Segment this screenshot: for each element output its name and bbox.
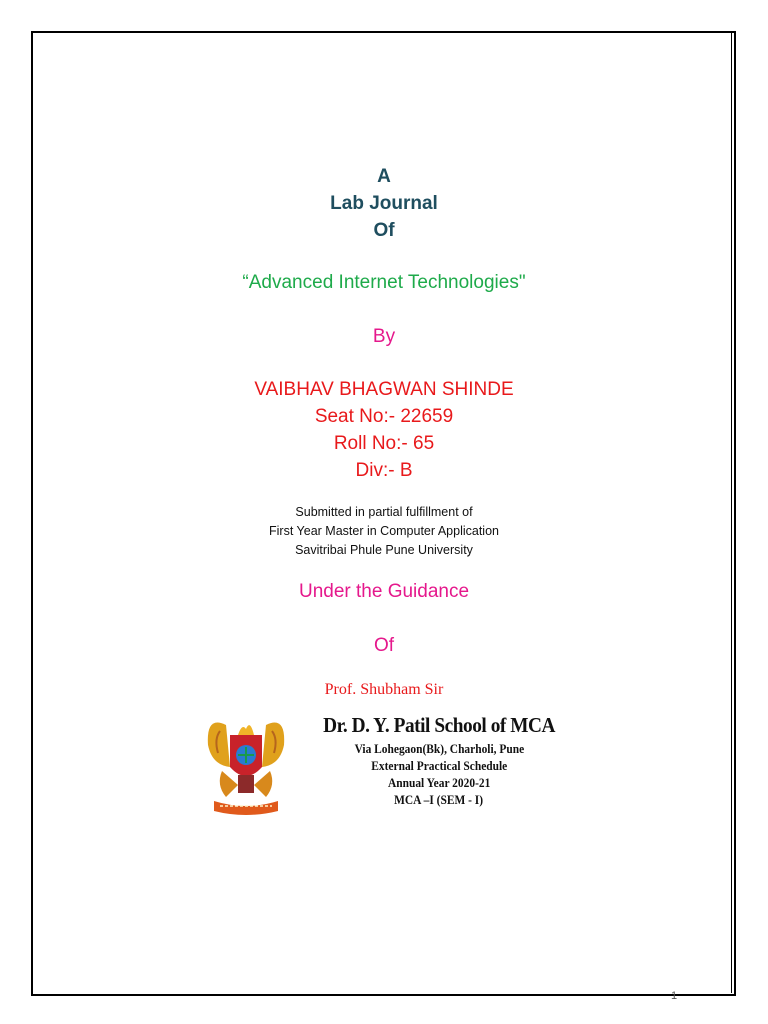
- submission-line-2: First Year Master in Computer Application: [269, 524, 499, 538]
- roll-number: Roll No:- 65: [333, 433, 435, 454]
- division: Div:- B: [355, 460, 413, 481]
- guide-name: Prof. Shubham Sir: [324, 681, 444, 698]
- student-name: VAIBHAV BHAGWAN SHINDE: [254, 379, 514, 400]
- college-name: Dr. D. Y. Patil School of MCA: [323, 713, 555, 737]
- footer-rule: [31, 995, 736, 996]
- title-of: Of: [373, 220, 395, 241]
- schedule-label: External Practical Schedule: [371, 758, 507, 773]
- submission-line-1: Submitted in partial fulfillment of: [295, 505, 473, 519]
- college-banner: [186, 705, 572, 819]
- title-lab-journal: Lab Journal: [330, 193, 438, 214]
- guidance-of: Of: [373, 635, 395, 656]
- page-number: 1: [670, 990, 678, 1002]
- college-emblem-icon: [186, 705, 306, 819]
- course-name: MCA –I (SEM - I): [394, 792, 484, 807]
- subject-title: “Advanced Internet Technologies": [242, 272, 526, 293]
- seat-number: Seat No:- 22659: [314, 406, 454, 427]
- title-a: A: [377, 166, 391, 187]
- college-address: Via Lohegaon(Bk), Charholi, Pune: [354, 741, 524, 756]
- submission-line-3: Savitribai Phule Pune University: [295, 543, 473, 557]
- guidance-label: Under the Guidance: [298, 581, 470, 602]
- academic-year: Annual Year 2020-21: [387, 775, 491, 790]
- banner-text: [306, 705, 572, 819]
- by-label: By: [372, 326, 396, 347]
